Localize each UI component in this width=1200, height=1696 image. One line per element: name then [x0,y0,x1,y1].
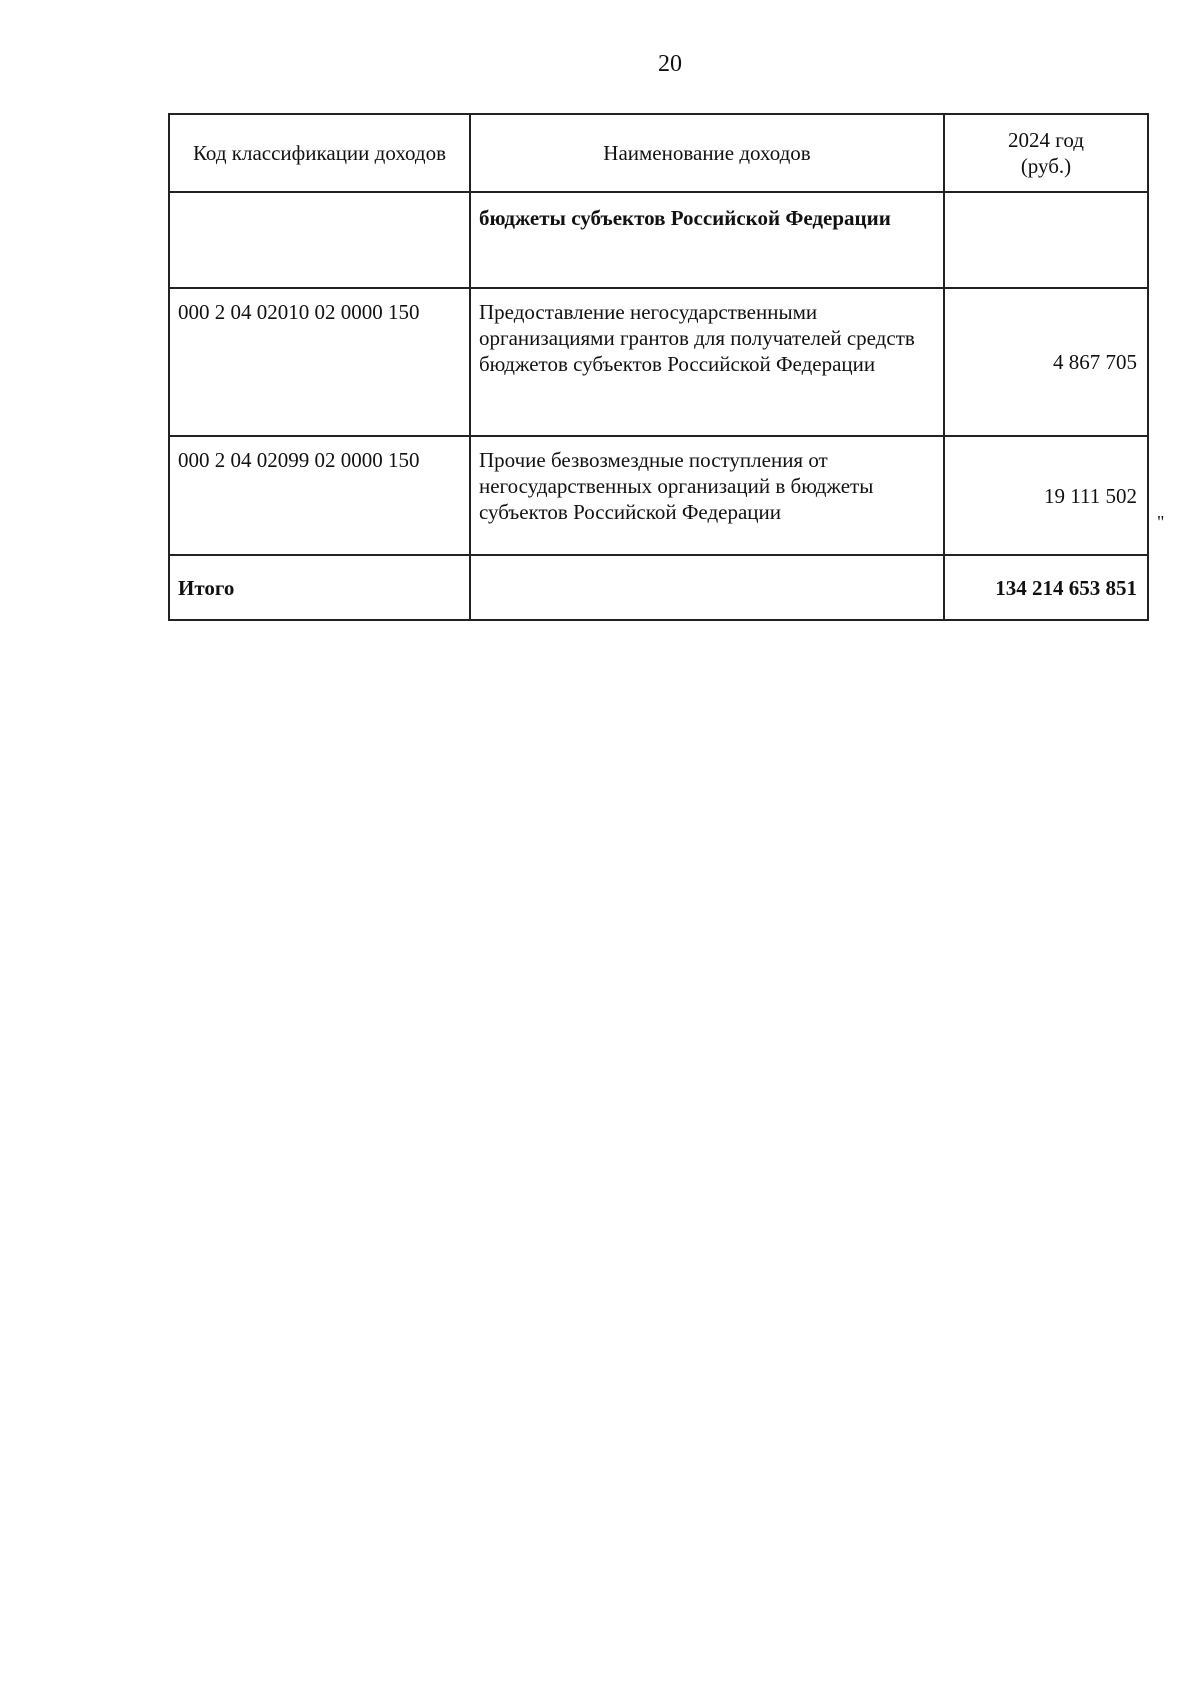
header-amount [944,114,1148,192]
total-amount: 134 214 653 851 [944,555,1148,620]
table-row [169,288,1148,436]
header-amount-unit: (руб.) [1020,154,1072,178]
income-table [168,113,1149,621]
closing-quote-mark: " [1157,512,1165,532]
row-amount [944,192,1148,288]
total-label: Итого [169,555,470,620]
row-amount: 19 111 502 [944,436,1148,555]
total-row [169,555,1148,620]
header-code-label: Код классификации доходов [192,141,447,165]
page-number: 20 [658,51,682,77]
total-name [470,555,944,620]
header-name-label: Наименование доходов [603,141,811,165]
table-row [169,436,1148,555]
header-code [169,114,470,192]
row-amount: 4 867 705 [944,288,1148,436]
row-name: Прочие безвозмездные поступления от негосударственных организаций в бюджеты субъектов Российской Федерации [470,436,944,555]
row-code: 000 2 04 02099 02 0000 150 [169,436,470,555]
table-header-row [169,114,1148,192]
row-name: бюджеты субъектов Российской Федерации [470,192,944,288]
row-code [169,192,470,288]
row-code: 000 2 04 02010 02 0000 150 [169,288,470,436]
table-row [169,192,1148,288]
row-name: Предоставление негосударственными организациями грантов для получателей средств бюджетов субъектов Российской Федерации [470,288,944,436]
header-name [470,114,944,192]
header-amount-year: 2024 год [1008,128,1084,152]
